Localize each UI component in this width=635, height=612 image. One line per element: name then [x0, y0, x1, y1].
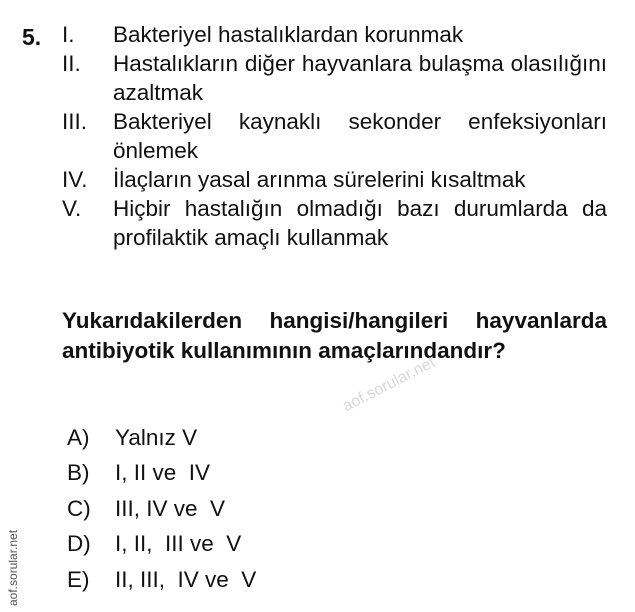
question-item	[62, 49, 607, 107]
question-number: 5.	[22, 24, 42, 50]
option-e[interactable]	[67, 562, 256, 598]
item-text: Bakteriyel kaynaklı sekonder enfeksiyonları önlemek	[113, 109, 607, 163]
item-text: İlaçların yasal arınma sürelerini kısaltmak	[113, 167, 526, 192]
item-text: Hastalıkların diğer hayvanlara bulaşma olasılığını azaltmak	[113, 51, 607, 105]
answer-options	[67, 420, 256, 598]
question-item	[62, 20, 607, 49]
question-item	[62, 165, 607, 194]
option-text: II, III, IV ve V	[115, 566, 257, 592]
option-letter: C)	[67, 495, 91, 521]
option-c[interactable]	[67, 491, 256, 527]
item-numeral: I.	[62, 22, 75, 47]
item-text: Bakteriyel hastalıklardan korunmak	[113, 22, 464, 47]
item-numeral: IV.	[62, 167, 88, 192]
watermark-side: aof.sorular.net	[6, 529, 20, 606]
option-text: I, II, III ve V	[115, 531, 242, 557]
option-letter: B)	[67, 460, 90, 486]
item-text: Hiçbir hastalığın olmadığı bazı durumlarda da profilaktik amaçlı kullanmak	[113, 196, 607, 250]
option-text: III, IV ve V	[115, 495, 226, 521]
item-numeral: V.	[62, 196, 82, 221]
option-a[interactable]	[67, 420, 256, 456]
question-items	[62, 20, 607, 252]
option-letter: A)	[67, 424, 90, 450]
question-item	[62, 107, 607, 165]
option-d[interactable]	[67, 527, 256, 563]
option-text: I, II ve IV	[115, 460, 211, 486]
watermark-center: aof.sorular.net	[340, 353, 439, 416]
option-b[interactable]	[67, 456, 256, 492]
question-stem: Yukarıdakilerden hangisi/hangileri hayvanlarda antibiyotik kullanımının amaçlarındandır?	[62, 308, 607, 363]
question-item	[62, 194, 607, 252]
option-letter: E)	[67, 566, 90, 592]
option-letter: D)	[67, 531, 91, 557]
item-numeral: III.	[62, 109, 88, 134]
option-text: Yalnız V	[115, 424, 198, 450]
item-numeral: II.	[62, 51, 81, 76]
